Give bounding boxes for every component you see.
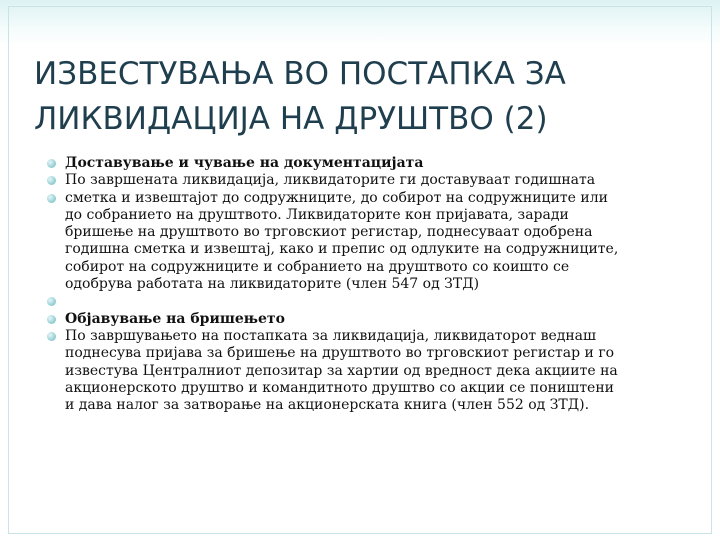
bullet-text-line: Објавување на бришењето: [65, 310, 285, 327]
bullet-item: [44, 172, 684, 189]
bullet-text: [65, 155, 684, 172]
bullet-text: [65, 172, 684, 189]
bullet-text-line: акционерското друштво и командитното друштво со акции се поништени: [65, 379, 615, 396]
bullet-text-line: известува Централниот депозитар за хартии од вредност дека акциите на: [65, 362, 618, 379]
title-line: ЛИКВИДАЦИЈА НА ДРУШТВО (2): [34, 101, 548, 137]
bullet-point-icon: [47, 315, 56, 324]
bullet-text-line: По завршувањето на постапката за ликвидација, ликвидаторот веднаш: [65, 327, 597, 344]
bullet-point-icon: [47, 332, 56, 341]
bullet-text-line: По завршената ликвидација, ликвидаторите ги доставуваат годишната: [65, 172, 596, 189]
bullet-text: [65, 190, 684, 294]
bullet-point-icon: [47, 194, 56, 203]
bullet-text-line: годишна сметка и извештај, како и препис од одлуките на содружниците,: [65, 241, 619, 258]
bullet-point-icon: [47, 297, 56, 306]
title-line: ИЗВЕСТУВАЊА ВО ПОСТАПКА ЗА: [34, 56, 566, 92]
bullet-item: [44, 155, 684, 172]
slide-title: [34, 52, 694, 142]
bullet-text-line: и дава налог за затворање на акционерската книга (член 552 од ЗТД).: [65, 397, 590, 414]
bullet-text-line: Доставување и чување на документацијата: [65, 155, 424, 171]
bullet-text: [65, 328, 684, 414]
bullet-text-line: бришење на друштвото во трговскиот регистар, поднесуваат одобрена: [65, 224, 593, 241]
bullet-text: [65, 311, 684, 328]
bullet-list: [44, 155, 684, 414]
bullet-item: [44, 311, 684, 328]
bullet-text-line: сметка и извештајот до содружниците, до собирот на содружниците или: [65, 189, 608, 206]
bullet-text-line: до собранието на друштвото. Ликвидаторите кон пријавата, заради: [65, 206, 569, 223]
bullet-item: [44, 328, 684, 414]
bullet-point-icon: [47, 159, 56, 168]
bullet-text-line: собирот на содружниците и собранието на друштвото со коишто се: [65, 258, 570, 275]
bullet-item: [44, 293, 684, 310]
bullet-item: [44, 190, 684, 294]
bullet-text-line: поднесува пријава за бришење на друштвото во трговскиот регистар и го: [65, 345, 615, 362]
bullet-point-icon: [47, 176, 56, 185]
bullet-text-line: одобрува работата на ликвидаторите (член 547 од ЗТД): [65, 276, 480, 293]
